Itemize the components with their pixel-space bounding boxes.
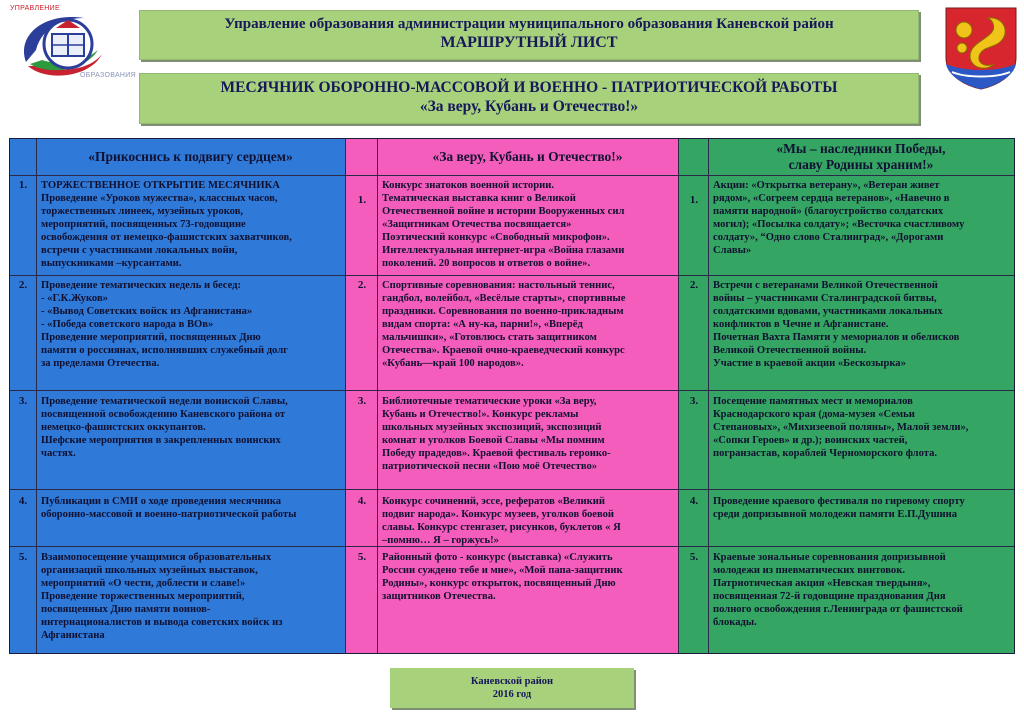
logo-caption-top: УПРАВЛЕНИЕ <box>10 5 60 12</box>
item-line: Шефские мероприятия в закрепленных воинских <box>41 435 281 446</box>
item-line: молодежи из пневматических винтовок. <box>713 565 905 576</box>
route-board <box>9 138 1015 654</box>
row-number: 1. <box>689 194 699 206</box>
item-line: школьных музейных экспозиций, экспозиций <box>382 422 602 433</box>
item-line: Проведение «Уроков мужества», классных часов, <box>41 193 278 204</box>
item-line: Акции: «Открытка ветерану», «Ветеран живет <box>713 180 940 191</box>
item-line: Отечества». Краевой очно-краеведческий конкурс <box>382 345 625 356</box>
row-number: 4. <box>357 495 367 507</box>
item-line: Публикации в СМИ о ходе проведения месячника <box>41 496 281 507</box>
item-line: выпускниками –курсантами. <box>41 258 182 269</box>
divider <box>36 139 37 653</box>
list-item <box>713 179 1011 257</box>
organization-name: Управление образования администрации муниципального образования Каневской район <box>224 16 834 32</box>
item-line: Проведение тематических недель и бесед: <box>41 280 242 291</box>
footer-year: 2016 год <box>492 689 532 700</box>
item-line: «Кубань—край 100 народов». <box>382 358 524 369</box>
list-item <box>41 395 341 460</box>
column-header-3 <box>708 139 1014 174</box>
item-line: частях. <box>41 448 76 459</box>
item-line: поколений. 20 вопросов и ответов о войне». <box>382 258 591 269</box>
item-line: «Сопки Героев» и др.); воинских частей, <box>713 435 908 446</box>
divider <box>708 139 709 653</box>
item-line: России суждено тебе и мне», «Мой папа-защитник <box>382 565 623 576</box>
item-line: - «Г.К.Жуков» <box>41 293 108 304</box>
list-item <box>41 279 341 370</box>
item-line: патриотической песни «Пою моё Отечество» <box>382 461 598 472</box>
item-line: Краевые зональные соревнования допризывной <box>713 552 946 563</box>
list-item <box>713 395 1011 460</box>
divider <box>345 139 346 653</box>
item-line: встречи с участниками локальных войн, <box>41 245 238 256</box>
education-department-logo <box>6 4 118 82</box>
list-item <box>382 551 676 603</box>
item-line: Спортивные соревнования: настольный теннис, <box>382 280 615 291</box>
item-line: защитников Отечества. <box>382 591 496 602</box>
item-line: комнат и уголков Боевой Славы «Мы помним <box>382 435 605 446</box>
list-item <box>382 179 676 270</box>
row-number: 4. <box>18 495 28 507</box>
event-banner <box>139 73 919 124</box>
item-line: интернационалистов и вывода советских войск из <box>41 617 283 628</box>
item-line: праздники. Соревнования по военно-прикладным <box>382 306 624 317</box>
item-line: Проведение мероприятий, посвященных Дню <box>41 332 261 343</box>
item-line: организаций школьных музейных выставок, <box>41 565 258 576</box>
coat-of-arms-icon <box>944 6 1018 90</box>
item-line: Взаимопосещение учащимися образовательных <box>41 552 272 563</box>
footer-district: Каневской район <box>470 676 554 687</box>
item-line: среди допризывной молодежи памяти Е.П.Душина <box>713 509 958 520</box>
item-line: мероприятий, посвященных 73-годовщине <box>41 219 246 230</box>
divider <box>10 175 1014 176</box>
row-number: 3. <box>18 395 28 407</box>
list-item <box>713 495 1011 521</box>
divider <box>10 275 1014 276</box>
item-line: памяти о россиянах, исполнявших служебный долг <box>41 345 288 356</box>
item-line: Патриотическая акция «Невская твердыня», <box>713 578 931 589</box>
list-item <box>41 551 341 642</box>
list-item <box>382 495 676 547</box>
item-line: Кубань и Отечество!». Конкурс рекламы <box>382 409 579 420</box>
item-line: гандбол, волейбол, «Весёлые старты», спортивные <box>382 293 626 304</box>
list-item <box>382 279 676 370</box>
item-line: Тематическая выставка книг о Великой <box>382 193 576 204</box>
item-line: славы. Конкурс стенгазет, рисунков, буклетов « Я <box>382 522 621 533</box>
item-line: Краснодарского края (дома-музея «Семьи <box>713 409 915 420</box>
item-line: Интеллектуальная интернет-игра «Война глазами <box>382 245 625 256</box>
item-line: оборонно-массовой и военно-патриотической работы <box>41 509 297 520</box>
item-line: посвященной освобождению Каневского района от <box>41 409 286 420</box>
item-line: Проведение торжественных мероприятий, <box>41 591 245 602</box>
item-line: Славы» <box>713 245 752 256</box>
row-number: 2. <box>18 279 28 291</box>
item-line: ТОРЖЕСТВЕННОЕ ОТКРЫТИЕ МЕСЯЧНИКА <box>41 180 280 191</box>
row-number: 5. <box>357 551 367 563</box>
list-item <box>41 179 341 270</box>
item-line: конфликтов в Чечне и Афганистане. <box>713 319 889 330</box>
item-line: памяти народной» (благоустройство солдатских <box>713 206 944 217</box>
item-line: за пределами Отечества. <box>41 358 160 369</box>
item-line: Конкурс знатоков военной истории. <box>382 180 554 191</box>
column-header-1: «Прикоснись к подвигу сердцем» <box>88 148 293 164</box>
item-line: Библиотечные тематические уроки «За веру, <box>382 396 597 407</box>
item-line: Родины», конкурс открыток, посвященный Дню <box>382 578 616 589</box>
logo-caption-bottom: ОБРАЗОВАНИЯ <box>80 72 136 79</box>
divider <box>678 139 679 653</box>
document-title: МАРШРУТНЫЙ ЛИСТ <box>440 34 618 51</box>
item-line: видам спорта: «А ну-ка, парни!», «Вперёд <box>382 319 583 330</box>
item-line: Победу прадедов». Краевой фестиваль героико- <box>382 448 611 459</box>
list-item <box>713 551 1011 629</box>
divider <box>377 139 378 653</box>
item-line: - «Вывод Советских войск из Афганистана» <box>41 306 253 317</box>
list-item <box>713 279 1011 370</box>
item-line: Великой Отечественной войны. <box>713 345 867 356</box>
item-line: солдатскими вдовами, участниками локальных <box>713 306 943 317</box>
row-number: 2. <box>689 279 699 291</box>
column-header-3-line: «Мы – наследники Победы, <box>776 140 946 156</box>
column-header-3-line: славу Родины храним!» <box>788 156 934 172</box>
row-number: 5. <box>18 551 28 563</box>
item-line: Проведение тематической недели воинской Славы, <box>41 396 288 407</box>
row-number: 1. <box>18 179 28 191</box>
item-line: Почетная Вахта Памяти у мемориалов и обелисков <box>713 332 960 343</box>
item-line: немецко-фашистских оккупантов. <box>41 422 206 433</box>
footer-banner <box>390 668 634 708</box>
item-line: рядом», «Согреем сердца ветеранов», «Навечно в <box>713 193 950 204</box>
row-number: 2. <box>357 279 367 291</box>
item-line: освобождения от немецко-фашистских захватчиков, <box>41 232 292 243</box>
item-line: Посещение памятных мест и мемориалов <box>713 396 913 407</box>
item-line: блокады. <box>713 617 757 628</box>
list-item <box>41 495 341 521</box>
item-line: Участие в краевой акции «Бескозырка» <box>713 358 906 369</box>
item-line: Афганистана <box>41 630 105 641</box>
item-line: посвященная 72-й годовщине празднования Дня <box>713 591 946 602</box>
event-title: МЕСЯЧНИК ОБОРОННО-МАССОВОЙ И ВОЕННО - ПАТРИОТИЧЕСКОЙ РАБОТЫ <box>220 79 838 96</box>
divider <box>10 390 1014 391</box>
item-line: мероприятий «О чести, доблести и славе!» <box>41 578 246 589</box>
item-line: –помню… Я – горжусь!» <box>382 535 499 546</box>
item-line: торжественных линеек, музейных уроков, <box>41 206 244 217</box>
item-line: Поэтический конкурс «Свободный микрофон». <box>382 232 610 243</box>
row-number: 4. <box>689 495 699 507</box>
row-number: 3. <box>357 395 367 407</box>
item-line: Встречи с ветеранами Великой Отечественной <box>713 280 938 291</box>
item-line: могил); «Посылка солдату»; «Весточка счастливому <box>713 219 965 230</box>
item-line: солдату», “Одно слово Сталинград», «Дорогами <box>713 232 944 243</box>
divider <box>10 489 1014 490</box>
item-line: Районный фото - конкурс (выставка) «Служить <box>382 552 613 563</box>
row-number: 5. <box>689 551 699 563</box>
item-line: Проведение краевого фестиваля по гиревому спорту <box>713 496 965 507</box>
header-banner <box>139 10 919 60</box>
item-line: Отечественной войне и истории Вооруженных сил <box>382 206 625 217</box>
event-motto: «За веру, Кубань и Отечество!» <box>419 98 639 115</box>
item-line: подвиг народа». Конкурс музеев, уголков боевой <box>382 509 615 520</box>
row-number: 1. <box>357 194 367 206</box>
list-item <box>382 395 676 473</box>
item-line: - «Победа советского народа в ВОв» <box>41 319 214 330</box>
item-line: посвященных Дню памяти воинов- <box>41 604 211 615</box>
item-line: «Защитникам Отечества посвящается» <box>382 219 572 230</box>
row-number: 3. <box>689 395 699 407</box>
item-line: Конкурс сочинений, эссе, рефератов «Великий <box>382 496 605 507</box>
item-line: полного освобождения г.Ленинграда от фашистской <box>713 604 963 615</box>
column-header-2: «За веру, Кубань и Отечество!» <box>432 148 623 164</box>
item-line: Степановых», «Михизеевой поляны», Малой земли», <box>713 422 969 433</box>
item-line: мальчишки», «Готовлюсь стать защитником <box>382 332 597 343</box>
item-line: войны – участниками Сталинградской битвы, <box>713 293 937 304</box>
item-line: погранзастав, кораблей Черноморского флота. <box>713 448 938 459</box>
